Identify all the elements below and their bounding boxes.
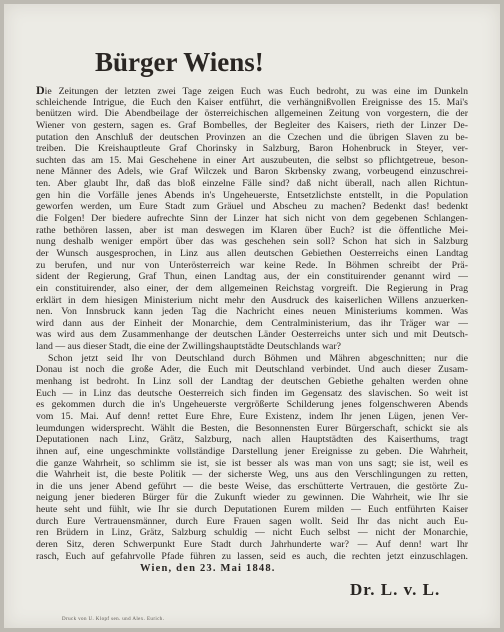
date-line: Wien, den 23. Mai 1848. bbox=[140, 563, 276, 574]
body-line: Die Zeitungen der letzten zwei Tage zeigen Euch was Euch bedroht, zu was eine im Dunkeln bbox=[36, 85, 468, 97]
body-line: benützen wird. Die Abendbeilage der österreichischen allgemeinen Zeitung von vorgestern, die der bbox=[36, 108, 468, 120]
body-line: zu berufen, und nur von Unterösterreich war keine Rede. In Böhmen schreibt der Prä- bbox=[36, 259, 468, 271]
body-line: wird dann aus der Einheit der Monarchie, dem Centralministerium, das ihr Träger war — bbox=[36, 317, 468, 329]
body-line: Wiener von gestern, sagen es. Graf Bombelles, der Begleiter des Kaisers, rieth der Linzer De- bbox=[36, 119, 468, 131]
body-line: suchten das am 15. Mai Geschehene in einer Art auszubeuten, die selbst so pflichtgetreue, beson- bbox=[36, 154, 468, 166]
body-line: es gekommen durch die in's Ungeheuerste vergrößerte Schilderung jenes folgenschweren Abends bbox=[36, 399, 468, 411]
body-line: nene Männer des Adels, wie Graf Wilczek und Baron Skrbensky zwang, vorbeugend einzuschrei- bbox=[36, 166, 468, 178]
body-line: sident der Regierung, Graf Thun, einen Landtag aus, der ein constituirender genannt wird — bbox=[36, 271, 468, 283]
body-line: Deputationen nach Linz, Grätz, Salzburg, nach allen Hauptstädten des Kaiserthums, tragt bbox=[36, 434, 468, 446]
body-line: deren Sitz, deren Schwerpunkt Eure Stadt durch Jahrhunderte war? — Auf denn! wart Ihr bbox=[36, 538, 468, 550]
body-line: leumdungen widersprecht. Wählt die Besten, die Besonnensten Eurer Bürgerschaft, schickt sie als bbox=[36, 422, 468, 434]
body-line: gen hin die Vorfälle jenes Abends in's Ungeheuerste, Entsetzlichste entstellt, in die Population bbox=[36, 189, 468, 201]
body-line: Schon jetzt seid Ihr von Deutschland durch Böhmen und Mähren abgeschnitten; nur die bbox=[48, 352, 468, 364]
body-line: nung deshalb weniger empört über das was geschehen sein soll? Schon hat sich in Salzburg bbox=[36, 236, 468, 248]
body-line: ren Brüdern in Linz, Grätz, Salzburg schuldig — nicht Euch selbst — nicht der Monarchie, bbox=[36, 527, 468, 539]
body-line: Euch — in Linz das deutsche Oesterreich sich finden im Gegensatz des slavischen. So weit ist bbox=[36, 387, 468, 399]
body-line: Donau ist noch die große Ader, die Euch mit Deutschland verbindet. Und auch dieser Zusam- bbox=[36, 364, 468, 376]
body-line: geworfen werden, um Eure Stadt zum Gräuel und Abscheu zu machen? Bedenkt das! bedenkt bbox=[36, 201, 468, 213]
proclamation-body bbox=[36, 85, 468, 562]
body-line: neigung jener biederen Bürger für die Zukunft wieder zu gewinnen. Die Wahrheit, wie Ihr sie bbox=[36, 492, 468, 504]
body-line: putation den Anschluß der deutschen Provinzen an die Czechen und die übrigen Slaven zu be- bbox=[36, 131, 468, 143]
body-line: vom 15. Mai. Auf denn! rettet Eure Ehre, Eure Existenz, indem Ihr jenen Lügen, jenen Ver- bbox=[36, 410, 468, 422]
body-line: rathe bethören lassen, aber ist man deswegen im Klaren über Euch? ist die öffentliche Mei- bbox=[36, 224, 468, 236]
body-line: ten. Aber glaubt Ihr, daß das bloß einzelne Fälle sind? daß nicht überall, nach allen Richtun- bbox=[36, 178, 468, 190]
body-line: heute seht und fühlt, wie Ihr sie durch Deputationen Eurem milden — Euch entführten Kaiser bbox=[36, 504, 468, 516]
printer-imprint: Druck von U. Klopf sen. und Alex. Eurich. bbox=[62, 617, 165, 622]
body-line: rasch, Euch auf gefahrvolle Pfade führen zu lassen, seid es auch, die rechten jetzt einzuschlagen. bbox=[36, 550, 468, 562]
body-line: durch Eure Vertrauensmänner, durch Eure Frauen sagen wollt. Seid Ihr das nicht auch Eu- bbox=[36, 515, 468, 527]
body-line: nen. Von Innsbruck kann jeden Tag die Nachricht eines neuen Ministeriums kommen. Was bbox=[36, 306, 468, 318]
body-line: die Folgen! Der biedere aufrechte Sinn der Linzer hat sich nicht von dem gegebenen Schlangen- bbox=[36, 213, 468, 225]
body-line: in die uns jener Abend geführt — die beste Weise, das erschütterte Vertrauen, die gestörte Zu- bbox=[36, 480, 468, 492]
body-line: was wird aus dem Zusammenhange der deutschen Länder Oesterreichs unter sich und mit Deutsch- bbox=[36, 329, 468, 341]
document-title: Bürger Wiens! bbox=[95, 47, 264, 77]
body-line: schleichende Intrigue, die Euch den Kaiser entführt, die verhängnißvollen Ereignisse des 15. Mai's bbox=[36, 96, 468, 108]
body-line: erklärt in dem hiesigen Ministerium nicht mehr den Ausdruck des kaiserlichen Willens anzuerken- bbox=[36, 294, 468, 306]
paper-sheet bbox=[4, 4, 500, 628]
signature: Dr. L. v. L. bbox=[350, 580, 441, 599]
body-line: ihnen auf, eine ungeschminkte vollständige Darstellung jener Ereignisse zu geben. Die Wahrheit, bbox=[36, 445, 468, 457]
body-line: treiben. Die Kreishauptleute Graf Chorinsky in Salzburg, Baron Hohenbruck in Steyer, ver- bbox=[36, 143, 468, 155]
body-line: ein constituirender, also einer, der dem allgemeinen Reichstag vorgreift. Die Regierung in Prag bbox=[36, 282, 468, 294]
body-line: der Wunsch ausgesprochen, in Linz aus allen deutschen Gebiethen Oesterreichs einen Landtag bbox=[36, 247, 468, 259]
body-line: die ganze Wahrheit, so schlimm sie ist, sie ist besser als was man von uns sagt; sie ist, weil es bbox=[36, 457, 468, 469]
body-line: menhang ist bedroht. In Linz soll der Landtag der deutschen Gebiethe gehalten werden ohne bbox=[36, 376, 468, 388]
body-line: die Wahrheit ist, die beste Politik — der sicherste Weg, uns aus den Verschlingungen zu retten, bbox=[36, 469, 468, 481]
body-line: land — aus dieser Stadt, die eine der Zwillingshauptstädte Deutschlands war? bbox=[36, 341, 341, 353]
